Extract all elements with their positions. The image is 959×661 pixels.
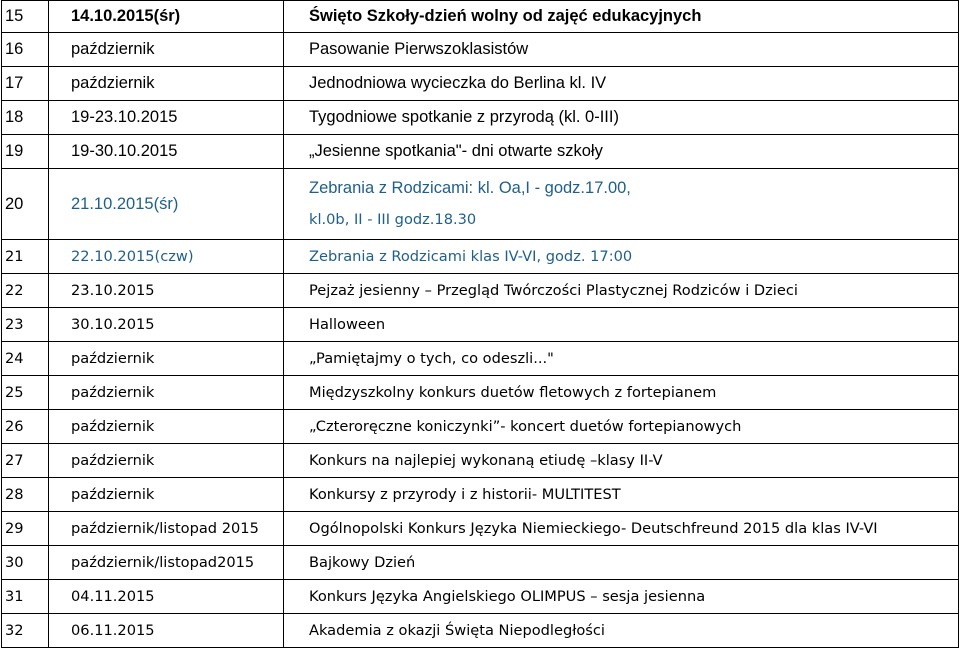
row-event: Konkurs na najlepiej wykonaną etiudę –klasy II-V — [284, 444, 959, 478]
row-number: 30 — [2, 546, 49, 580]
opening-quote: „ — [309, 350, 317, 367]
row-date: październik — [49, 478, 284, 512]
row-date: 21.10.2015(śr) — [49, 169, 284, 240]
row-event: Akademia z okazji Święta Niepodległości — [284, 614, 959, 648]
row-date: październik/listopad 2015 — [49, 512, 284, 546]
row-date: 04.11.2015 — [49, 580, 284, 614]
row-number: 20 — [2, 169, 49, 240]
row-event-text: Pamiętajmy o tych, co odeszli..." — [316, 350, 554, 367]
row-date: październik — [49, 33, 284, 67]
row-number: 19 — [2, 135, 49, 169]
row-event — [284, 410, 959, 444]
row-event: Zebrania z Rodzicami klas IV-VI, godz. 17:00 — [284, 240, 959, 274]
row-date: 22.10.2015(czw) — [49, 240, 284, 274]
events-table — [1, 0, 959, 648]
table-row — [2, 546, 959, 580]
table-row — [2, 274, 959, 308]
table-row — [2, 512, 959, 546]
table-row — [2, 478, 959, 512]
table-row — [2, 33, 959, 67]
row-event: Halloween — [284, 308, 959, 342]
row-number: 29 — [2, 512, 49, 546]
row-number: 32 — [2, 614, 49, 648]
row-event: Święto Szkoły-dzień wolny od zajęć edukacyjnych — [284, 1, 959, 33]
row-event-text: Czteroręczne koniczynki”- koncert duetów fortepianowych — [315, 418, 742, 435]
row-number: 18 — [2, 101, 49, 135]
row-number: 22 — [2, 274, 49, 308]
row-number: 31 — [2, 580, 49, 614]
row-event: Pasowanie Pierwszoklasistów — [284, 33, 959, 67]
row-date: 14.10.2015(śr) — [49, 1, 284, 33]
row-event — [284, 169, 959, 240]
row-event — [284, 135, 959, 169]
row-number: 16 — [2, 33, 49, 67]
table-row — [2, 240, 959, 274]
table-row — [2, 580, 959, 614]
row-event: Konkurs Języka Angielskiego OLIMPUS – sesja jesienna — [284, 580, 959, 614]
row-date: 23.10.2015 — [49, 274, 284, 308]
table-row — [2, 67, 959, 101]
row-event-text: Jesienne spotkania"- dni otwarte szkoły — [314, 142, 603, 160]
row-event: Ogólnopolski Konkurs Języka Niemieckiego- Deutschfreund 2015 dla klas IV-VI — [284, 512, 959, 546]
row-date: październik/listopad2015 — [49, 546, 284, 580]
row-event: Międzyszkolny konkurs duetów fletowych z fortepianem — [284, 376, 959, 410]
row-number: 25 — [2, 376, 49, 410]
table-row — [2, 342, 959, 376]
row-number: 23 — [2, 308, 49, 342]
row-date: 19-30.10.2015 — [49, 135, 284, 169]
row-date: październik — [49, 67, 284, 101]
row-date: październik — [49, 410, 284, 444]
row-date: 30.10.2015 — [49, 308, 284, 342]
row-number: 24 — [2, 342, 49, 376]
row-date: październik — [49, 342, 284, 376]
table-row — [2, 376, 959, 410]
row-date: październik — [49, 444, 284, 478]
row-date: październik — [49, 376, 284, 410]
table-row — [2, 444, 959, 478]
table-row — [2, 614, 959, 648]
table-row — [2, 135, 959, 169]
row-event-line1: Zebrania z Rodzicami: kl. Oa,I - godz.17.00, — [309, 179, 631, 197]
row-event: Pejzaż jesienny – Przegląd Twórczości Plastycznej Rodziców i Dzieci — [284, 274, 959, 308]
row-number: 28 — [2, 478, 49, 512]
table-row — [2, 410, 959, 444]
opening-quote: „ — [309, 418, 316, 435]
table-row — [2, 169, 959, 240]
row-event: Tygodniowe spotkanie z przyrodą (kl. 0-III) — [284, 101, 959, 135]
row-event: Konkursy z przyrody i z historii- MULTITEST — [284, 478, 959, 512]
row-date: 06.11.2015 — [49, 614, 284, 648]
row-event-line2: kl.0b, II - III godz.18.30 — [309, 211, 477, 228]
table-row — [2, 308, 959, 342]
row-number: 21 — [2, 240, 49, 274]
row-number: 15 — [2, 1, 49, 33]
row-number: 26 — [2, 410, 49, 444]
row-event — [284, 342, 959, 376]
row-date: 19-23.10.2015 — [49, 101, 284, 135]
row-number: 17 — [2, 67, 49, 101]
opening-quote: „ — [309, 142, 315, 160]
table-row — [2, 101, 959, 135]
row-event: Jednodniowa wycieczka do Berlina kl. IV — [284, 67, 959, 101]
table-row — [2, 1, 959, 33]
row-event: Bajkowy Dzień — [284, 546, 959, 580]
row-number: 27 — [2, 444, 49, 478]
